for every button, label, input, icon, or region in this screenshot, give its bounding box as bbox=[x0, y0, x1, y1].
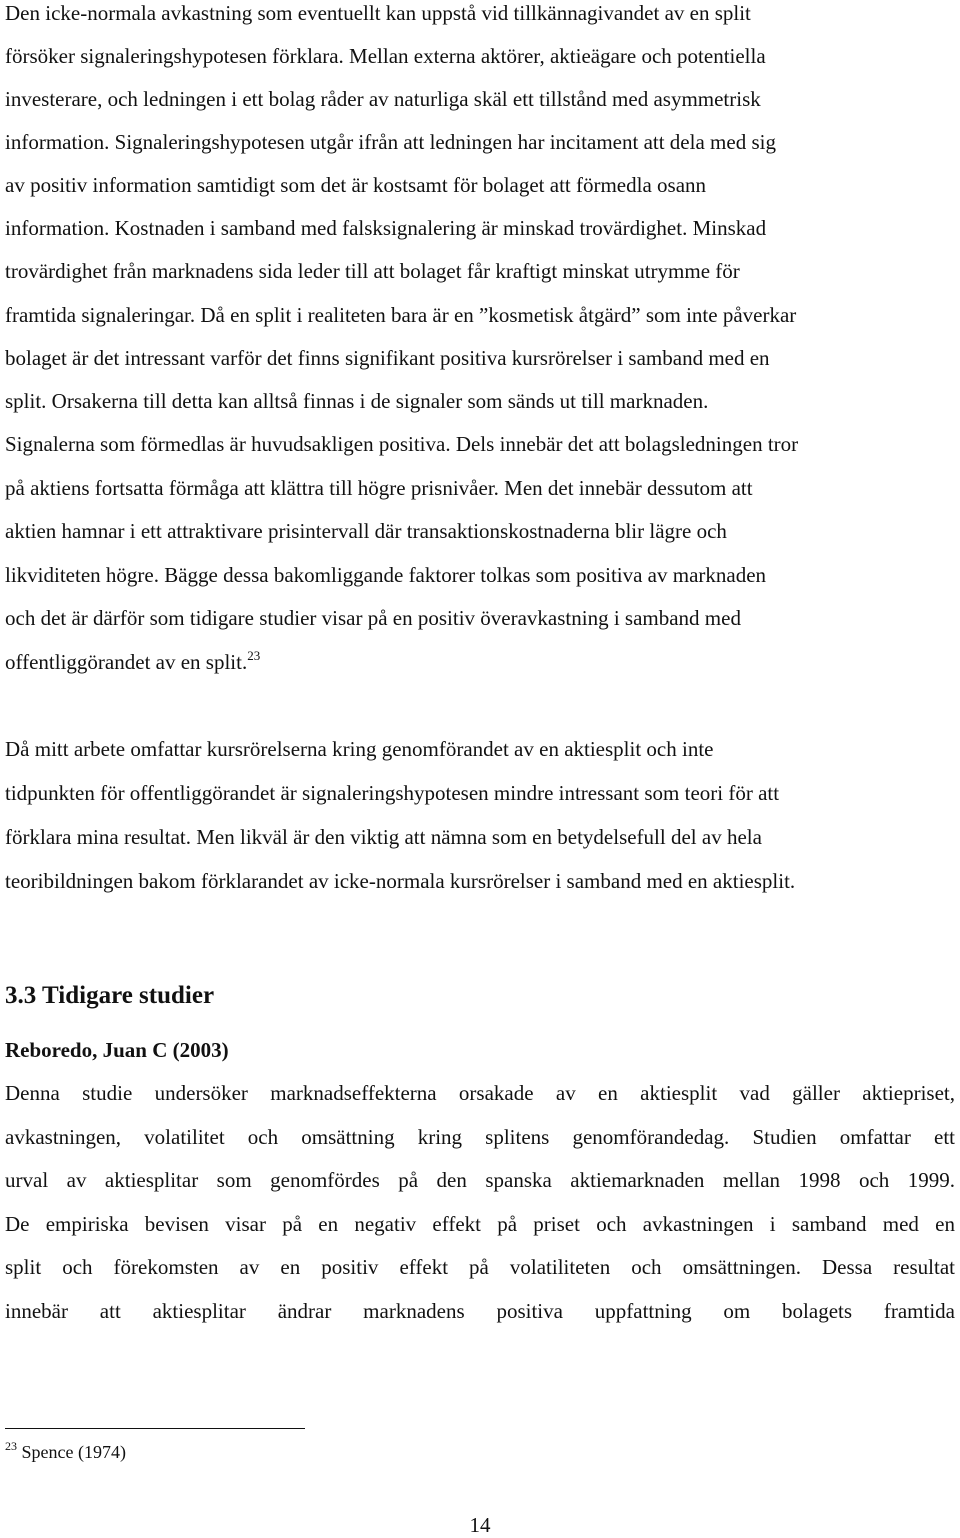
text-line: likviditeten högre. Bägge dessa bakomliggande faktorer tolkas som positiva av marknaden bbox=[5, 563, 767, 587]
text-line: teoribildningen bakom förklarandet av icke-normala kursrörelser i samband med en aktiesplit. bbox=[5, 869, 796, 893]
text-line: avkastningen, volatilitet och omsättning kring splitens genomförandedag. Studien omfattar ett bbox=[5, 1125, 955, 1149]
text-line: framtida signaleringar. Då en split i realiteten bara är en ”kosmetisk åtgärd” som inte påverkar bbox=[5, 303, 797, 327]
text-line: försöker signaleringshypotesen förklara. Mellan externa aktörer, aktieägare och potentiella bbox=[5, 44, 766, 68]
text-line: på aktiens fortsatta förmåga att klättra till högre prisnivåer. Men det innebär dessutom att bbox=[5, 476, 753, 500]
text-line: förklara mina resultat. Men likväl är den viktig att nämna som en betydelsefull del av hela bbox=[5, 825, 762, 849]
text-line: investerare, och ledningen i ett bolag råder av naturliga skäl ett tillstånd med asymmetrisk bbox=[5, 87, 761, 111]
footnote bbox=[5, 1439, 126, 1463]
text-line: och det är därför som tidigare studier visar på en positiv överavkastning i samband med bbox=[5, 606, 741, 630]
text-line: innebär att aktiesplitar ändrar marknadens positiva uppfattning om bolagets framtida bbox=[5, 1299, 955, 1323]
text-line: split. Orsakerna till detta kan alltså finnas i de signaler som sänds ut till marknaden. bbox=[5, 389, 709, 413]
text-line: Signalerna som förmedlas är huvudsakligen positiva. Dels innebär det att bolagsledningen tror bbox=[5, 432, 799, 456]
section-heading: 3.3 Tidigare studier bbox=[5, 982, 215, 1009]
text-line: information. Kostnaden i samband med falsksignalering är minskad trovärdighet. Minskad bbox=[5, 216, 767, 240]
text-line: av positiv information samtidigt som det är kostsamt för bolaget att förmedla osann bbox=[5, 173, 707, 197]
footnote-text: Spence (1974) bbox=[21, 1442, 126, 1462]
page-number: 14 bbox=[469, 1513, 491, 1537]
text-line: tidpunkten för offentliggörandet är signaleringshypotesen mindre intressant som teori för att bbox=[5, 781, 780, 805]
text-line: trovärdighet från marknadens sida leder till att bolaget får kraftigt minskat utrymme för bbox=[5, 259, 740, 283]
footnote-reference: 23 bbox=[247, 648, 261, 663]
text-line: De empiriska bevisen visar på en negativ effekt på priset och avkastningen i samband med en bbox=[5, 1212, 955, 1236]
study-heading: Reboredo, Juan C (2003) bbox=[5, 1038, 229, 1062]
text-line: split och förekomsten av en positiv effekt på volatiliteten och omsättningen. Dessa resultat bbox=[5, 1255, 955, 1279]
text-line: Denna studie undersöker marknadseffekterna orsakade av en aktiesplit vad gäller aktiepriset, bbox=[5, 1081, 955, 1105]
text-line: Den icke-normala avkastning som eventuellt kan uppstå vid tillkännagivandet av en split bbox=[5, 1, 751, 25]
text-line: bolaget är det intressant varför det finns signifikant positiva kursrörelser i samband med en bbox=[5, 346, 770, 370]
text-line: offentliggörandet av en split. bbox=[5, 650, 248, 674]
text-line: urval av aktiesplitar som genomfördes på den spanska aktiemarknaden mellan 1998 och 1999. bbox=[5, 1168, 955, 1192]
text-line: aktien hamnar i ett attraktivare prisintervall där transaktionskostnaderna blir lägre och bbox=[5, 519, 727, 543]
text-line: information. Signaleringshypotesen utgår ifrån att ledningen har incitament att dela med sig bbox=[5, 130, 776, 154]
footnote-divider bbox=[5, 1428, 305, 1429]
footnote-number: 23 bbox=[5, 1439, 17, 1453]
text-line: Då mitt arbete omfattar kursrörelserna kring genomförandet av en aktiesplit och inte bbox=[5, 737, 714, 761]
text-line-last bbox=[5, 650, 955, 674]
